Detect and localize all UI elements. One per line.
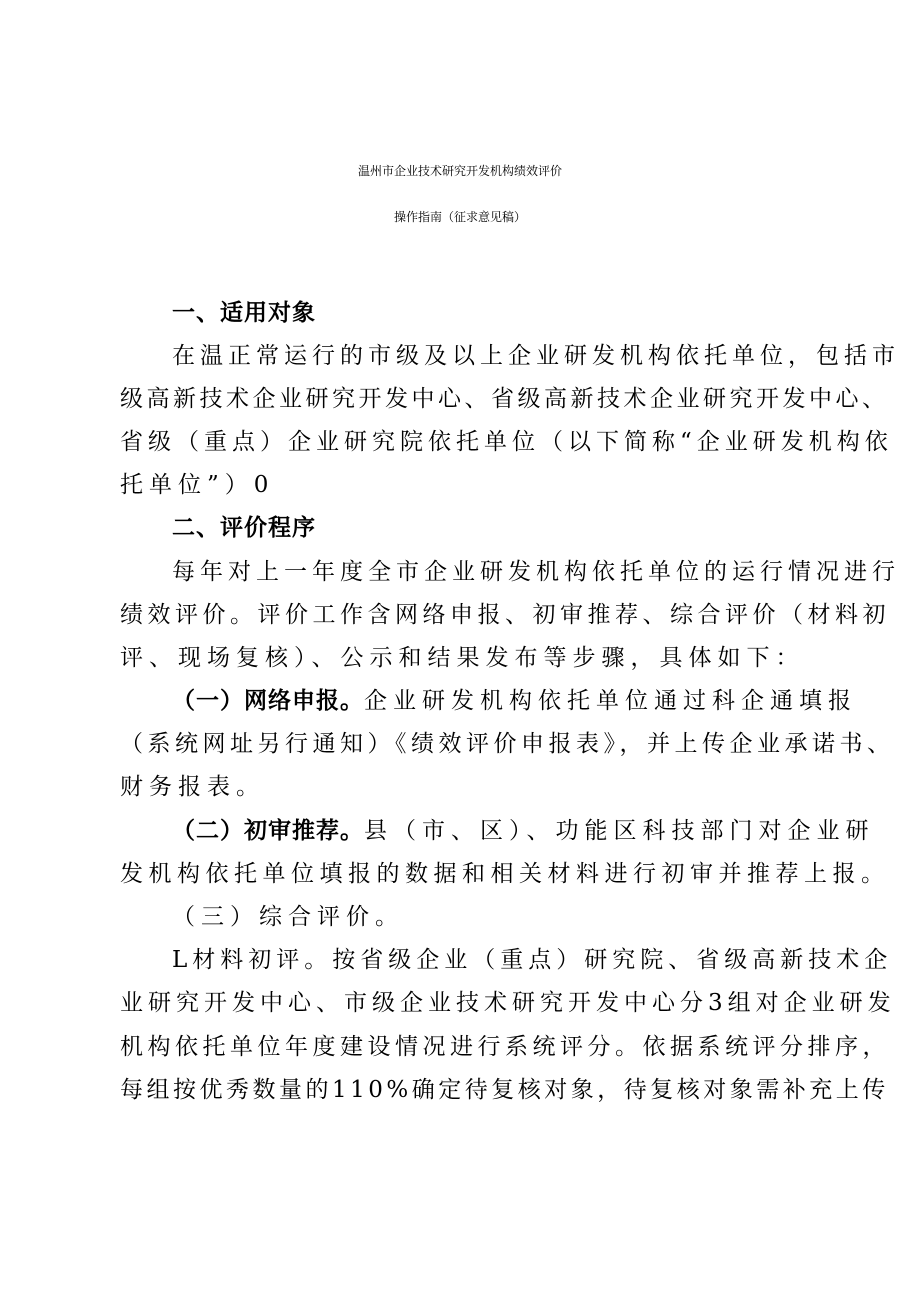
item-2-label: （二）初审推荐。 xyxy=(172,818,364,844)
item-1-line xyxy=(172,686,857,716)
document-title-line-1: 温州市企业技术研究开发机构绩效评价 xyxy=(357,164,562,178)
section-2-paragraph-line: 评、现场复核）、公示和结果发布等步骤，具体如下： xyxy=(120,645,805,671)
item-1-line: （系统网址另行通知）《绩效评价申报表》，并上传企业承诺书、 xyxy=(120,731,895,757)
section-1-paragraph-line: 省级（重点）企业研究院依托单位（以下简称“企业研发机构依 xyxy=(120,429,893,455)
section-2-paragraph-line: 绩效评价。评价工作含网络申报、初审推荐、综合评价（材料初 xyxy=(120,602,890,628)
item-3-sub-line: 每组按优秀数量的110%确定待复核对象，待复核对象需补充上传 xyxy=(120,1077,889,1103)
section-1-paragraph-line: 级高新技术企业研究开发中心、省级高新技术企业研究开发中心、 xyxy=(120,386,889,412)
item-3-sub-line: 业研究开发中心、市级企业技术研究开发中心分3组对企业研发 xyxy=(120,990,896,1016)
section-2-heading: 二、评价程序 xyxy=(172,515,316,541)
section-2-paragraph-line: 每年对上一年度全市企业研发机构依托单位的运行情况进行 xyxy=(172,559,900,585)
item-1-label: （一）网络申报。 xyxy=(172,688,364,714)
item-3-heading: （三）综合评价。 xyxy=(172,904,404,930)
item-2-text: 县（市、区）、功能区科技部门对企业研 xyxy=(364,818,875,844)
section-1-heading: 一、适用对象 xyxy=(172,300,316,326)
item-1-text: 企业研发机构依托单位通过科企通填报 xyxy=(364,688,857,714)
section-1-paragraph-line: 在温正常运行的市级及以上企业研发机构依托单位，包括市 xyxy=(172,343,900,369)
section-1-paragraph-line: 托单位”）0 xyxy=(120,472,275,498)
item-1-line: 财务报表。 xyxy=(120,774,265,800)
item-3-sub-line: 机构依托单位年度建设情况进行系统评分。依据系统评分排序， xyxy=(120,1034,890,1060)
item-2-line: 发机构依托单位填报的数据和相关材料进行初审并推荐上报。 xyxy=(120,861,890,887)
document-title-line-2: 操作指南（征求意见稿） xyxy=(393,210,526,224)
item-3-sub-line: L材料初评。按省级企业（重点）研究院、省级高新技术企 xyxy=(172,947,893,973)
item-2-line xyxy=(172,816,875,846)
